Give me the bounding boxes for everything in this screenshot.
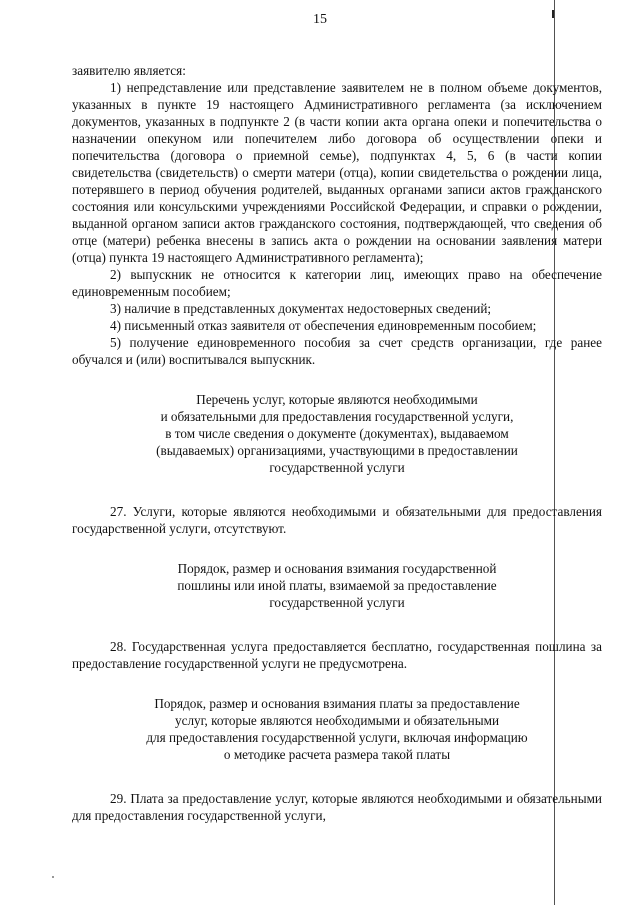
section-heading-state-fee	[72, 560, 602, 611]
heading-line: Порядок, размер и основания взимания государственной	[177, 561, 497, 576]
page-number: 15	[313, 12, 327, 27]
heading-line: Порядок, размер и основания взимания платы за предоставление	[154, 696, 520, 711]
scan-speck	[52, 876, 54, 878]
heading-line: (выдаваемых) организациями, участвующими в предоставлении	[156, 443, 518, 458]
heading-line: государственной услуги	[269, 460, 405, 475]
heading-line: и обязательными для предоставления государственной услуги,	[160, 409, 514, 424]
paragraph-item-4: 4) письменный отказ заявителя от обеспечения единовременным пособием;	[110, 318, 537, 333]
heading-line: Перечень услуг, которые являются необходимыми	[196, 392, 478, 407]
heading-line: пошлины или иной платы, взимаемой за предоставление	[177, 578, 497, 593]
paragraph-item-1: 1) непредставление или представление заявителем не в полном объеме документов, указанных в пункте 19 настоящего Административного регламента (за исключением документов, указанных в подпункте 2 (в части копии акта органа опеки и попечительства о назначении опекуном или попечителем либо договора об осуществлении опеки и попечительства (договора о приемной семье), подпунктах 4, 5, 6 (в части копии свидетельства (свидетельств) о смерти матери (отца), копии свидетельства о рождении лица, потерявшего в период обучения родителей, выданных органами записи актов гражданского состояния или консульскими учреждениями Российской Федерации, и справки о рождении, выданной органом записи актов гражданского состояния, подтверждающей, что сведения об отце (матери) ребенка внесены в запись акта о рождении на основании заявления матери (отца) пункта 19 настоящего Административного регламента);	[72, 80, 602, 265]
paragraph-item-2: 2) выпускник не относится к категории лиц, имеющих право на обеспечение единовременным пособием;	[72, 267, 602, 299]
paragraph-29: 29. Плата за предоставление услуг, которые являются необходимыми и обязательными для предоставления государственной услуги,	[72, 791, 602, 823]
paragraph-28: 28. Государственная услуга предоставляется бесплатно, государственная пошлина за предоставление государственной услуги не предусмотрена.	[72, 639, 602, 671]
paragraph-intro: заявителю является:	[72, 63, 186, 78]
heading-line: в том числе сведения о документе (документах), выдаваемом	[165, 426, 509, 441]
document-body	[72, 62, 602, 824]
heading-line: для предоставления государственной услуги, включая информацию	[146, 730, 528, 745]
paragraph-item-5: 5) получение единовременного пособия за счет средств организации, где ранее обучался и (или) воспитывался выпускник.	[72, 335, 602, 367]
paragraph-item-3: 3) наличие в представленных документах недостоверных сведений;	[110, 301, 492, 316]
heading-line: о методике расчета размера такой платы	[223, 747, 451, 762]
section-heading-fee-calculation	[72, 695, 602, 763]
paragraph-27: 27. Услуги, которые являются необходимыми и обязательными для предоставления государственной услуги, отсутствуют.	[72, 504, 602, 536]
heading-line: услуг, которые являются необходимыми и обязательными	[175, 713, 499, 728]
section-heading-required-services	[72, 391, 602, 476]
heading-line: государственной услуги	[269, 595, 405, 610]
